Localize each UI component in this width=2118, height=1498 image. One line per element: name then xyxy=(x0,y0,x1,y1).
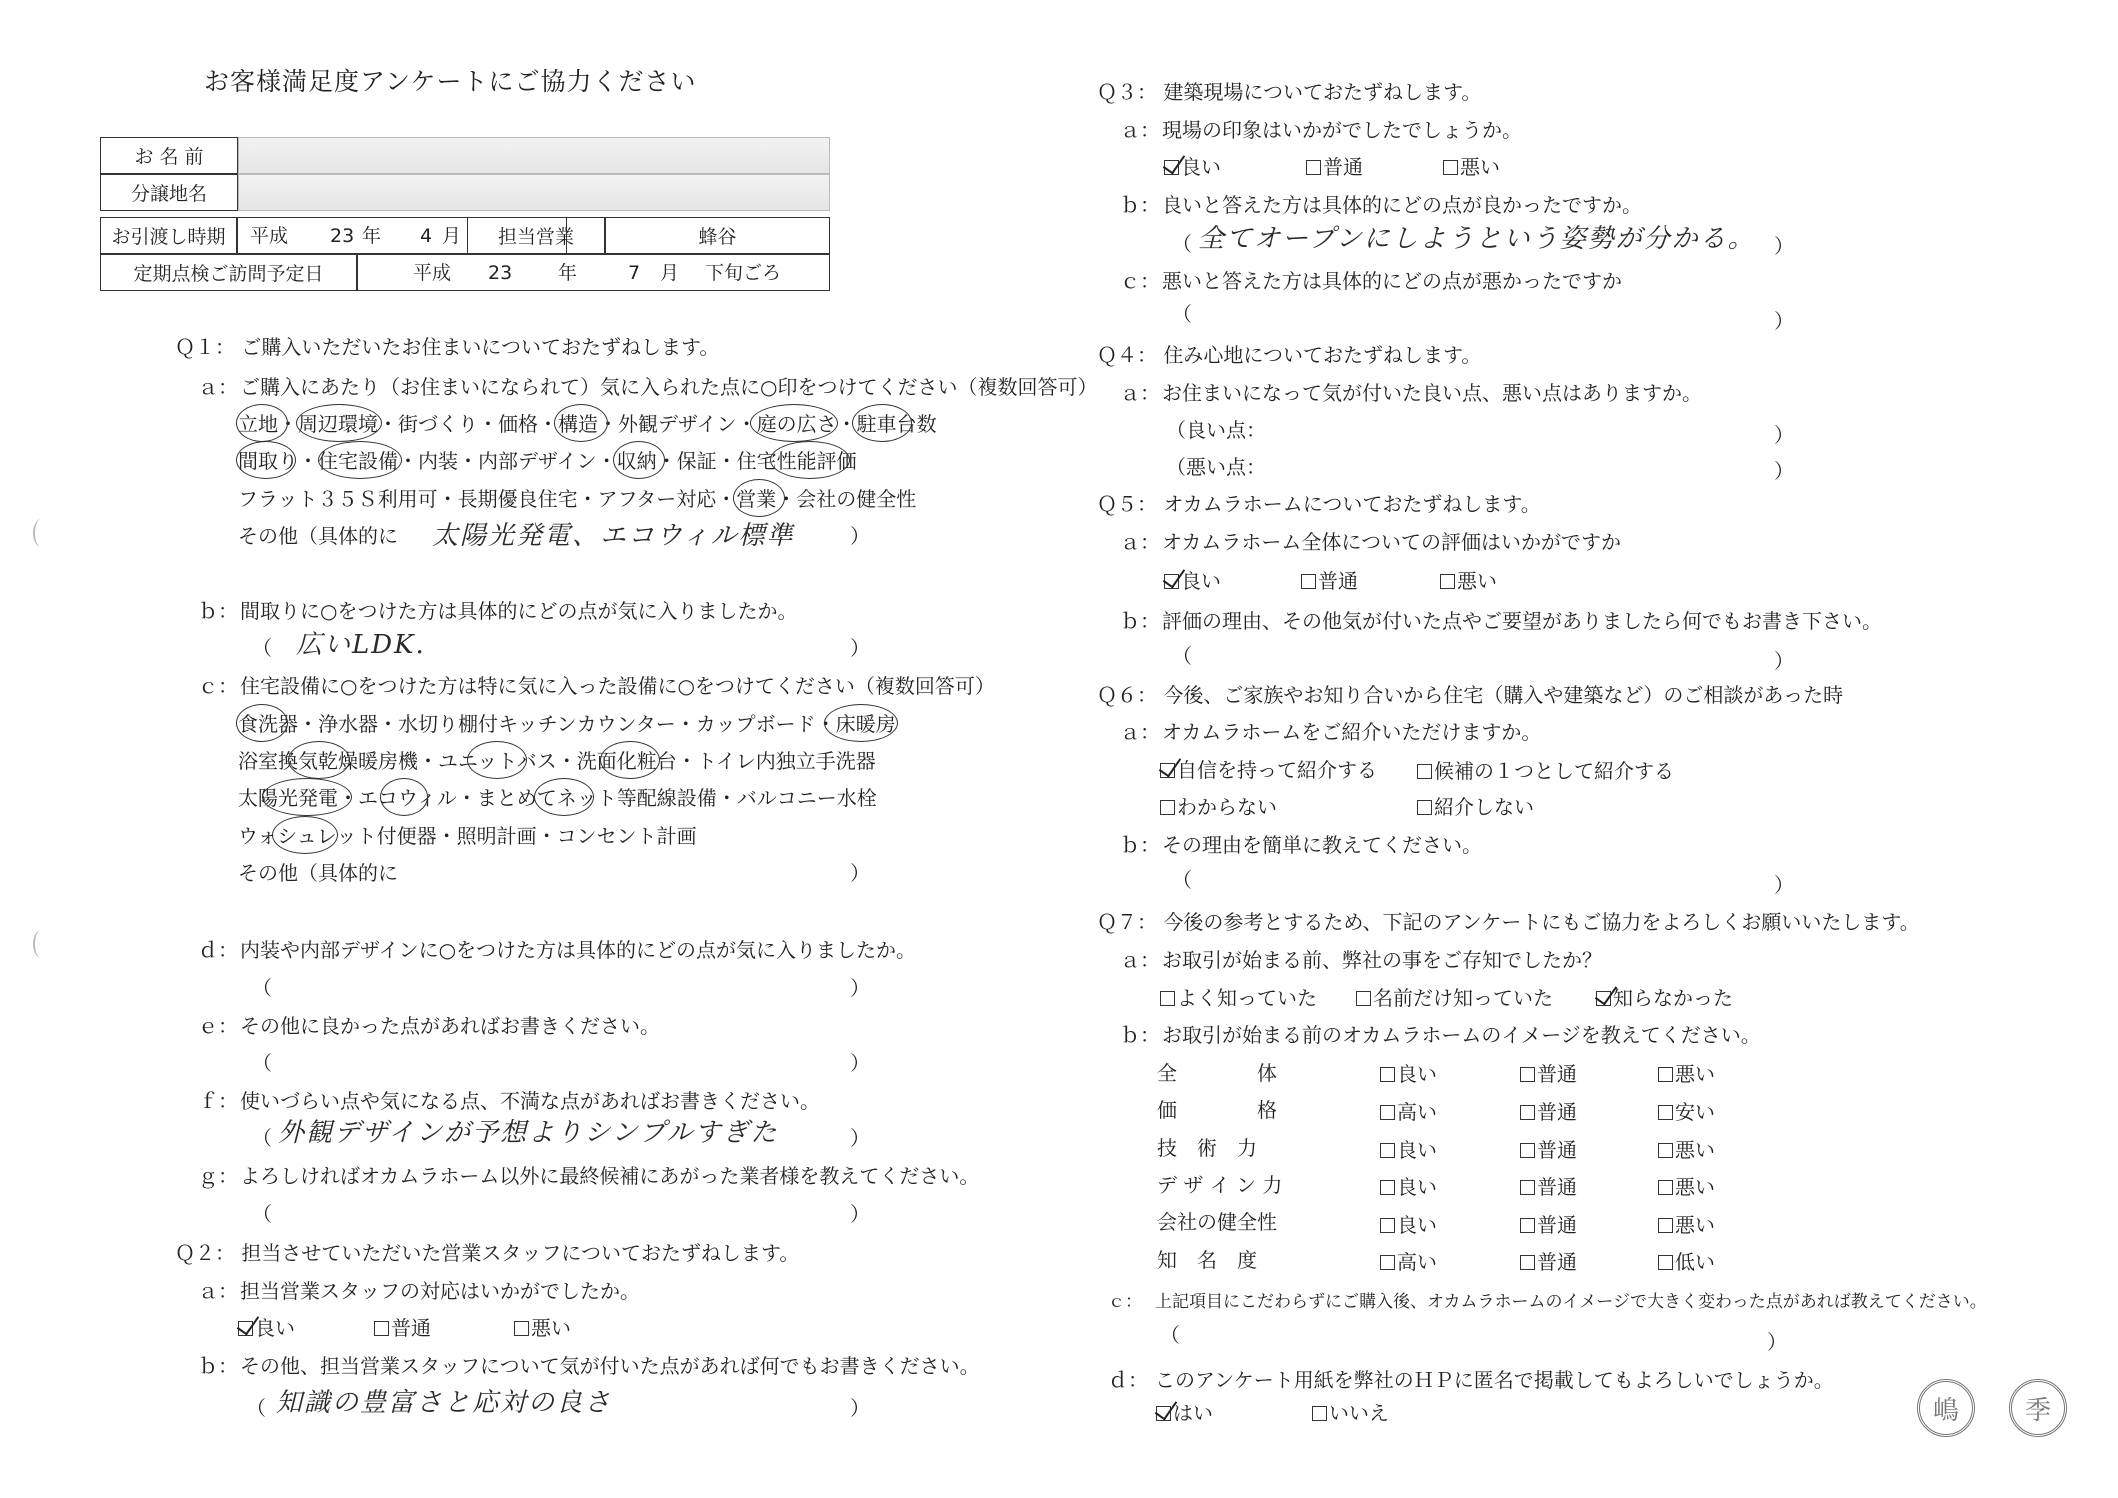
handover-year-unit: 年 xyxy=(362,225,382,247)
q7-d-marker: ｄ： xyxy=(1108,1368,1148,1392)
q7-row-label: 全 体 xyxy=(1157,1061,1277,1085)
q1-c-options-4: ウォシュレット付便器・照明計画・コンセント計画 xyxy=(238,824,697,848)
q1-c-marker: ｃ： xyxy=(198,674,238,698)
checkbox xyxy=(1417,764,1432,779)
q6-b-text: その理由を簡単に教えてください。 xyxy=(1162,833,1482,857)
q3-b-answer: 全てオープンにしようという姿勢が分かる。 xyxy=(1198,224,1756,254)
checkbox xyxy=(1380,1067,1395,1082)
circle-mark xyxy=(272,816,338,854)
checkbox xyxy=(1596,991,1611,1006)
q7-a-marker: ａ： xyxy=(1120,948,1160,972)
inspection-month-unit: 月 xyxy=(660,262,680,284)
q1-d-close-paren: ） xyxy=(850,976,870,1000)
q7-c-text: 上記項目にこだわらずにご購入後、オカムラホームのイメージで大きく変わった点があれば教えてください。 xyxy=(1155,1292,1987,1312)
checkbox xyxy=(1520,1218,1535,1233)
circle-mark xyxy=(600,741,660,779)
handover-month-unit: 月 xyxy=(442,225,462,247)
q7-a-opt-name-only: 名前だけ知っていた xyxy=(1356,988,1553,1008)
checkbox xyxy=(1380,1105,1395,1120)
q5-a-marker: ａ： xyxy=(1120,530,1160,554)
q3-c-text: 悪いと答えた方は具体的にどの点が悪かったですか xyxy=(1162,269,1622,293)
q7-row-opt: 悪い xyxy=(1658,1140,1715,1160)
q7-row-opt: 普通 xyxy=(1520,1177,1577,1197)
checkbox xyxy=(1520,1180,1535,1195)
q5-b-text: 評価の理由、その他気が付いた点やご要望がありましたら何でもお書き下さい。 xyxy=(1162,609,1882,633)
q1-a-other-answer: 太陽光発電、エコウィル標準 xyxy=(432,521,795,551)
sales-label: 担当営業 xyxy=(467,217,605,254)
q2-title: Ｑ２： 担当させていただいた営業スタッフについておたずねします。 xyxy=(175,1241,800,1265)
checkbox xyxy=(1658,1255,1673,1270)
inspection-date xyxy=(357,254,830,291)
q7-c-marker: ｃ： xyxy=(1108,1292,1142,1312)
checkbox xyxy=(1443,160,1458,175)
q1-a-options-3: フラット３５Ｓ利用可・長期優良住宅・アフター対応・営業・会社の健全性 xyxy=(238,487,917,511)
inspection-label: 定期点検ご訪問予定日 xyxy=(100,254,357,291)
name-field xyxy=(238,137,830,174)
checkbox xyxy=(1356,991,1371,1006)
q4-bad-point-label: （悪い点： xyxy=(1166,455,1266,479)
q5-a-good: 良い xyxy=(1164,571,1221,591)
q5-a-bad: 悪い xyxy=(1440,571,1497,591)
circle-mark xyxy=(824,704,898,742)
checkbox xyxy=(1301,574,1316,589)
q7-row-opt: 良い xyxy=(1380,1064,1437,1084)
q3-b-open-paren: （ xyxy=(1172,232,1192,256)
handover-era: 平成 xyxy=(250,225,289,247)
checkbox xyxy=(514,1321,529,1336)
checkbox xyxy=(1520,1255,1535,1270)
checkbox xyxy=(1520,1105,1535,1120)
inspection-year: 23 xyxy=(488,262,513,284)
sales-name: 蜂谷 xyxy=(605,217,830,254)
q1-f-text: 使いづらい点や気になる点、不満な点があればお書きください。 xyxy=(240,1089,820,1113)
q1-a-options-2: 間取り・住宅設備・内装・内部デザイン・収納・保証・住宅性能評価 xyxy=(238,449,857,473)
q7-row-opt: 普通 xyxy=(1520,1140,1577,1160)
q1-f-open-paren: （ xyxy=(252,1126,272,1150)
q5-b-open-paren: （ xyxy=(1172,644,1192,668)
q2-b-open-paren: （ xyxy=(246,1396,266,1420)
checkbox xyxy=(1306,160,1321,175)
q1-title: Ｑ１： ご購入いただいたお住まいについておたずねします。 xyxy=(175,335,720,359)
q4-title: Ｑ４： 住み心地についておたずねします。 xyxy=(1097,343,1482,367)
q4-good-close-paren: ） xyxy=(1774,423,1794,447)
q7-d-yes: はい xyxy=(1156,1403,1213,1423)
q1-g-text: よろしければオカムラホーム以外に最終候補にあがった業者様を教えてください。 xyxy=(240,1164,980,1188)
q1-f-close-paren: ） xyxy=(850,1126,870,1150)
q6-opt-no: 紹介しない xyxy=(1417,797,1534,817)
q7-d-no: いいえ xyxy=(1312,1403,1389,1423)
circle-mark xyxy=(236,404,288,442)
circle-mark xyxy=(467,741,527,779)
q1-g-close-paren: ） xyxy=(850,1202,870,1226)
q1-f-answer: 外観デザインが予想よりシンプルすぎた xyxy=(278,1118,779,1148)
checkbox xyxy=(1520,1067,1535,1082)
q1-c-text: 住宅設備に○をつけた方は特に気に入った設備に○をつけてください（複数回答可） xyxy=(240,674,995,698)
q5-a-text: オカムラホーム全体についての評価はいかがですか xyxy=(1162,530,1621,554)
q7-c-open-paren: （ xyxy=(1160,1323,1180,1347)
circle-mark xyxy=(613,441,665,479)
circle-mark xyxy=(770,441,850,479)
site-label: 分譲地名 xyxy=(100,174,238,211)
q7-row-opt: 悪い xyxy=(1658,1064,1715,1084)
q6-b-open-paren: （ xyxy=(1172,868,1192,892)
q1-a-marker: ａ： xyxy=(198,375,238,399)
checkbox xyxy=(1658,1105,1673,1120)
checkbox xyxy=(1156,1406,1171,1421)
circle-mark xyxy=(750,404,838,442)
q7-row-label: 知 名 度 xyxy=(1157,1248,1257,1272)
q1-g-marker: ｇ： xyxy=(198,1164,238,1188)
q7-row-opt: 悪い xyxy=(1658,1177,1715,1197)
q7-row-opt: 普通 xyxy=(1520,1064,1577,1084)
q2-a-marker: ａ： xyxy=(198,1279,238,1303)
q5-b-close-paren: ） xyxy=(1774,649,1794,673)
circle-mark xyxy=(296,404,382,442)
q1-e-marker: ｅ： xyxy=(198,1014,238,1038)
q7-row-opt: 良い xyxy=(1380,1140,1437,1160)
punch-hole-mark xyxy=(33,930,49,958)
q1-b-answer: 広いLDK. xyxy=(296,630,426,660)
q2-b-close-paren: ） xyxy=(850,1396,870,1420)
q5-b-marker: ｂ： xyxy=(1120,609,1160,633)
q7-b-text: お取引が始まる前のオカムラホームのイメージを教えてください。 xyxy=(1162,1023,1761,1047)
q6-b-marker: ｂ： xyxy=(1120,833,1160,857)
inspection-year-unit: 年 xyxy=(558,262,578,284)
q3-a-marker: ａ： xyxy=(1120,118,1160,142)
seal-stamp: 嶋 xyxy=(1917,1379,1975,1437)
q2-a-good: 良い xyxy=(238,1318,295,1338)
q3-c-close-paren: ） xyxy=(1774,309,1794,333)
checkbox xyxy=(1380,1180,1395,1195)
punch-hole-mark xyxy=(33,519,49,547)
q6-b-close-paren: ） xyxy=(1774,873,1794,897)
q2-b-marker: ｂ： xyxy=(198,1354,238,1378)
q5-title: Ｑ５： オカムラホームについておたずねします。 xyxy=(1097,492,1541,516)
q1-b-text: 間取りに○をつけた方は具体的にどの点が気に入りましたか。 xyxy=(240,599,798,623)
q1-a-text: ご購入にあたり（お住まいになられて）気に入られた点に○印をつけてください（複数回答可） xyxy=(240,375,1098,399)
q7-title: Ｑ７： 今後の参考とするため、下記のアンケートにもご協力をよろしくお願いいたします。 xyxy=(1097,910,1920,934)
circle-mark xyxy=(380,778,428,816)
q7-row-label: デ ザ イ ン 力 xyxy=(1157,1173,1283,1197)
q1-a-other-label: その他（具体的に xyxy=(238,524,398,548)
inspection-era: 平成 xyxy=(413,262,452,284)
q4-a-text: お住まいになって気が付いた良い点、悪い点はありますか。 xyxy=(1162,381,1702,405)
q6-opt-unsure: わからない xyxy=(1160,797,1277,817)
checkbox xyxy=(1160,991,1175,1006)
q1-g-open-paren: （ xyxy=(252,1202,272,1226)
q5-a-normal: 普通 xyxy=(1301,571,1358,591)
q1-e-close-paren: ） xyxy=(850,1051,870,1075)
q7-row-opt: 高い xyxy=(1380,1102,1437,1122)
checkbox xyxy=(1164,574,1179,589)
checkbox xyxy=(1658,1143,1673,1158)
q1-a-options-1: 立地・周辺環境・街づくり・価格・構造・外観デザイン・庭の広さ・駐車台数 xyxy=(238,412,937,436)
checkbox xyxy=(1164,160,1179,175)
q3-a-text: 現場の印象はいかがでしたでしょうか。 xyxy=(1162,118,1522,142)
checkbox xyxy=(1160,800,1175,815)
checkbox xyxy=(1658,1180,1673,1195)
q1-c-other-label: その他（具体的に xyxy=(238,861,398,885)
circle-mark xyxy=(262,778,352,816)
q7-a-text: お取引が始まる前、弊社の事をご存知でしたか？ xyxy=(1162,948,1602,972)
q7-row-opt: 悪い xyxy=(1658,1215,1715,1235)
q1-c-options-1: 食洗器・浄水器・水切り棚付キッチンカウンター・カップボード・床暖房 xyxy=(238,712,896,736)
q6-title: Ｑ６： 今後、ご家族やお知り合いから住宅（購入や建築など）のご相談があった時 xyxy=(1097,683,1844,707)
handover-year: 23 xyxy=(330,225,355,247)
q7-c-close-paren: ） xyxy=(1767,1330,1787,1354)
q7-row-opt: 良い xyxy=(1380,1215,1437,1235)
q4-good-point-label: （良い点： xyxy=(1166,418,1266,442)
q2-b-text: その他、担当営業スタッフについて気が付いた点があれば何でもお書きください。 xyxy=(240,1354,980,1378)
q6-a-text: オカムラホームをご紹介いただけますか。 xyxy=(1162,720,1542,744)
seal-stamp: 季 xyxy=(2009,1379,2067,1437)
q2-a-bad: 悪い xyxy=(514,1318,571,1338)
q1-d-open-paren: （ xyxy=(252,976,272,1000)
q7-row-opt: 良い xyxy=(1380,1177,1437,1197)
checkbox xyxy=(1380,1255,1395,1270)
q7-row-label: 価 格 xyxy=(1157,1098,1277,1122)
q1-d-text: 内装や内部デザインに○をつけた方は具体的にどの点が気に入りましたか。 xyxy=(240,938,917,962)
q3-title: Ｑ３： 建築現場についておたずねします。 xyxy=(1097,80,1482,104)
handover-month: 4 xyxy=(420,225,433,247)
survey-title: お客様満足度アンケートにご協力ください xyxy=(204,67,697,96)
checkbox xyxy=(1380,1143,1395,1158)
checkbox xyxy=(1440,574,1455,589)
checkbox xyxy=(238,1321,253,1336)
q7-row-label: 技 術 力 xyxy=(1157,1136,1257,1160)
circle-mark xyxy=(318,441,402,479)
circle-mark xyxy=(236,704,288,742)
circle-mark xyxy=(236,441,296,479)
q3-b-marker: ｂ： xyxy=(1120,193,1160,217)
q7-a-opt-unknown: 知らなかった xyxy=(1596,988,1733,1008)
checkbox xyxy=(1417,800,1432,815)
q7-a-opt-well: よく知っていた xyxy=(1160,988,1317,1008)
q1-c-options-2: 浴室換気乾燥暖房機・ユニットバス・洗面化粧台・トイレ内独立手洗器 xyxy=(238,749,876,773)
q7-row-opt: 安い xyxy=(1658,1102,1715,1122)
handover-label: お引渡し時期 xyxy=(100,217,237,254)
q4-a-marker: ａ： xyxy=(1120,381,1160,405)
q7-row-opt: 高い xyxy=(1380,1252,1437,1272)
q7-row-opt: 低い xyxy=(1658,1252,1715,1272)
circle-mark xyxy=(733,479,785,517)
q7-row-opt: 普通 xyxy=(1520,1252,1577,1272)
checkbox xyxy=(1160,763,1175,778)
site-field xyxy=(238,174,830,211)
circle-mark xyxy=(534,778,594,816)
q1-d-marker: ｄ： xyxy=(198,938,238,962)
q3-a-bad: 悪い xyxy=(1443,157,1500,177)
checkbox xyxy=(1312,1406,1327,1421)
q2-a-text: 担当営業スタッフの対応はいかがでしたか。 xyxy=(240,1279,640,1303)
q1-b-open-paren: （ xyxy=(252,636,272,660)
q1-b-marker: ｂ： xyxy=(198,599,238,623)
q6-a-marker: ａ： xyxy=(1120,720,1160,744)
q1-e-open-paren: （ xyxy=(252,1051,272,1075)
q7-row-label: 会社の健全性 xyxy=(1157,1210,1277,1234)
q1-b-close-paren: ） xyxy=(850,636,870,660)
checkbox xyxy=(374,1321,389,1336)
q3-a-good: 良い xyxy=(1164,157,1221,177)
q3-b-close-paren: ） xyxy=(1774,234,1794,258)
q1-c-close-paren: ） xyxy=(850,861,870,885)
q7-d-text: このアンケート用紙を弊社のＨＰに匿名で掲載してもよろしいでしょうか。 xyxy=(1155,1368,1834,1392)
q3-c-open-paren: （ xyxy=(1172,302,1192,326)
q7-row-opt: 普通 xyxy=(1520,1102,1577,1122)
checkbox xyxy=(1380,1218,1395,1233)
q1-a-close-paren: ） xyxy=(850,524,870,548)
circle-mark xyxy=(288,741,350,779)
checkbox xyxy=(1658,1067,1673,1082)
q3-a-normal: 普通 xyxy=(1306,157,1363,177)
customer-info-table xyxy=(100,137,830,289)
q7-row-opt: 普通 xyxy=(1520,1215,1577,1235)
q3-c-marker: ｃ： xyxy=(1120,269,1160,293)
circle-mark xyxy=(852,404,912,442)
inspection-month: 7 xyxy=(628,262,641,284)
q2-a-normal: 普通 xyxy=(374,1318,431,1338)
q1-f-marker: ｆ： xyxy=(198,1089,238,1113)
q6-opt-candidate: 候補の１つとして紹介する xyxy=(1417,761,1674,781)
inspection-when: 下旬ごろ xyxy=(705,262,782,284)
checkbox xyxy=(1520,1143,1535,1158)
q1-c-options-3: 太陽光発電・エコウィル・まとめてネット等配線設備・バルコニー水栓 xyxy=(238,786,877,810)
q7-b-marker: ｂ： xyxy=(1120,1023,1160,1047)
name-label: お 名 前 xyxy=(100,137,238,174)
q3-b-text: 良いと答えた方は具体的にどの点が良かったですか。 xyxy=(1162,193,1642,217)
q1-e-text: その他に良かった点があればお書きください。 xyxy=(240,1014,660,1038)
q6-opt-confident: 自信を持って紹介する xyxy=(1160,760,1377,780)
q2-b-answer: 知識の豊富さと応対の良さ xyxy=(276,1388,613,1418)
q4-bad-close-paren: ） xyxy=(1774,459,1794,483)
checkbox xyxy=(1658,1218,1673,1233)
circle-mark xyxy=(554,404,608,442)
